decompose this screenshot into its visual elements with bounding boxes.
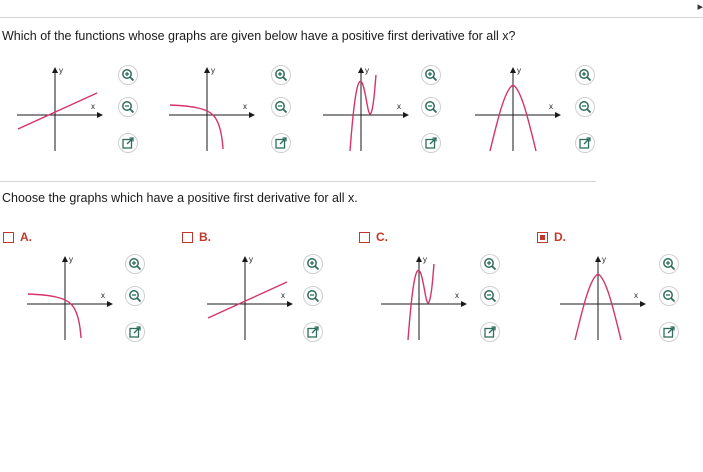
y-axis-arrow bbox=[595, 256, 601, 262]
open-new-window-icon bbox=[578, 136, 592, 150]
zoom-in-icon bbox=[662, 257, 676, 271]
x-axis-arrow bbox=[287, 301, 293, 307]
x-axis-arrow bbox=[555, 112, 561, 118]
y-axis-label: y bbox=[211, 66, 215, 75]
x-axis-label: x bbox=[634, 291, 638, 300]
zoom-in-button[interactable] bbox=[118, 65, 138, 85]
zoom-out-button[interactable] bbox=[303, 286, 323, 306]
function-curve bbox=[350, 75, 376, 151]
zoom-out-button[interactable] bbox=[480, 286, 500, 306]
zoom-in-icon bbox=[121, 68, 135, 82]
zoom-in-button[interactable] bbox=[480, 254, 500, 274]
open-new-window-icon bbox=[274, 136, 288, 150]
y-axis-label: y bbox=[69, 255, 73, 264]
y-axis-label: y bbox=[59, 66, 63, 75]
zoom-out-button[interactable] bbox=[421, 97, 441, 117]
x-axis-label: x bbox=[101, 291, 105, 300]
function-curve bbox=[408, 264, 434, 340]
x-axis-arrow bbox=[461, 301, 467, 307]
x-axis-label: x bbox=[549, 102, 553, 111]
function-curve bbox=[170, 105, 223, 149]
option-c-graph bbox=[379, 252, 469, 342]
top-divider bbox=[0, 17, 703, 18]
option-b-letter: B. bbox=[199, 230, 211, 244]
open-new-window-button[interactable] bbox=[125, 322, 145, 342]
given-graph-1 bbox=[15, 63, 105, 153]
zoom-out-button[interactable] bbox=[271, 97, 291, 117]
zoom-in-icon bbox=[424, 68, 438, 82]
y-axis-arrow bbox=[510, 67, 516, 73]
zoom-in-icon bbox=[483, 257, 497, 271]
y-axis-arrow bbox=[358, 67, 364, 73]
zoom-out-icon bbox=[424, 100, 438, 114]
zoom-out-icon bbox=[578, 100, 592, 114]
function-curve bbox=[208, 282, 287, 318]
option-a-checkbox[interactable] bbox=[3, 232, 14, 243]
option-d-checkbox[interactable] bbox=[537, 232, 548, 243]
open-new-window-icon bbox=[306, 325, 320, 339]
section-divider bbox=[0, 181, 596, 182]
y-axis-label: y bbox=[365, 66, 369, 75]
open-new-window-icon bbox=[483, 325, 497, 339]
zoom-in-icon bbox=[128, 257, 142, 271]
zoom-in-button[interactable] bbox=[421, 65, 441, 85]
open-new-window-icon bbox=[121, 136, 135, 150]
open-new-window-button[interactable] bbox=[480, 322, 500, 342]
option-b-checkbox[interactable] bbox=[182, 232, 193, 243]
zoom-out-icon bbox=[128, 289, 142, 303]
given-graph-3 bbox=[321, 63, 411, 153]
y-axis-label: y bbox=[249, 255, 253, 264]
y-axis-label: y bbox=[423, 255, 427, 264]
zoom-in-button[interactable] bbox=[659, 254, 679, 274]
option-c[interactable] bbox=[359, 230, 388, 244]
option-c-checkbox[interactable] bbox=[359, 232, 370, 243]
instruction-text: Choose the graphs which have a positive first derivative for all x. bbox=[2, 191, 358, 205]
zoom-in-icon bbox=[578, 68, 592, 82]
zoom-in-icon bbox=[306, 257, 320, 271]
given-graph-2 bbox=[167, 63, 257, 153]
x-axis-arrow bbox=[640, 301, 646, 307]
zoom-out-icon bbox=[121, 100, 135, 114]
x-axis-label: x bbox=[243, 102, 247, 111]
open-new-window-button[interactable] bbox=[421, 133, 441, 153]
y-axis-label: y bbox=[602, 255, 606, 264]
corner-mark: ▸ bbox=[697, 1, 703, 13]
open-new-window-button[interactable] bbox=[118, 133, 138, 153]
open-new-window-button[interactable] bbox=[303, 322, 323, 342]
y-axis-arrow bbox=[416, 256, 422, 262]
option-a[interactable] bbox=[3, 230, 32, 244]
given-graph-4 bbox=[473, 63, 563, 153]
x-axis-label: x bbox=[281, 291, 285, 300]
x-axis-label: x bbox=[455, 291, 459, 300]
zoom-in-button[interactable] bbox=[575, 65, 595, 85]
question-text: Which of the functions whose graphs are given below have a positive first derivative for all x? bbox=[2, 29, 516, 43]
open-new-window-button[interactable] bbox=[659, 322, 679, 342]
function-curve bbox=[28, 294, 81, 338]
option-a-graph bbox=[25, 252, 115, 342]
x-axis-arrow bbox=[97, 112, 103, 118]
x-axis-label: x bbox=[91, 102, 95, 111]
x-axis-arrow bbox=[249, 112, 255, 118]
open-new-window-icon bbox=[662, 325, 676, 339]
zoom-out-icon bbox=[662, 289, 676, 303]
zoom-out-button[interactable] bbox=[125, 286, 145, 306]
option-b-graph bbox=[205, 252, 295, 342]
y-axis-arrow bbox=[62, 256, 68, 262]
open-new-window-button[interactable] bbox=[271, 133, 291, 153]
option-d[interactable] bbox=[537, 230, 566, 244]
open-new-window-button[interactable] bbox=[575, 133, 595, 153]
open-new-window-icon bbox=[128, 325, 142, 339]
option-d-letter: D. bbox=[554, 230, 566, 244]
zoom-out-button[interactable] bbox=[575, 97, 595, 117]
zoom-out-icon bbox=[483, 289, 497, 303]
y-axis-arrow bbox=[242, 256, 248, 262]
zoom-in-button[interactable] bbox=[303, 254, 323, 274]
y-axis-arrow bbox=[52, 67, 58, 73]
zoom-out-button[interactable] bbox=[659, 286, 679, 306]
option-d-graph bbox=[558, 252, 648, 342]
option-b[interactable] bbox=[182, 230, 211, 244]
function-curve bbox=[18, 93, 97, 129]
zoom-in-button[interactable] bbox=[271, 65, 291, 85]
option-c-letter: C. bbox=[376, 230, 388, 244]
option-a-letter: A. bbox=[20, 230, 32, 244]
x-axis-arrow bbox=[403, 112, 409, 118]
zoom-out-icon bbox=[306, 289, 320, 303]
y-axis-arrow bbox=[204, 67, 210, 73]
zoom-in-button[interactable] bbox=[125, 254, 145, 274]
zoom-in-icon bbox=[274, 68, 288, 82]
zoom-out-icon bbox=[274, 100, 288, 114]
y-axis-label: y bbox=[517, 66, 521, 75]
x-axis-label: x bbox=[397, 102, 401, 111]
open-new-window-icon bbox=[424, 136, 438, 150]
x-axis-arrow bbox=[107, 301, 113, 307]
zoom-out-button[interactable] bbox=[118, 97, 138, 117]
